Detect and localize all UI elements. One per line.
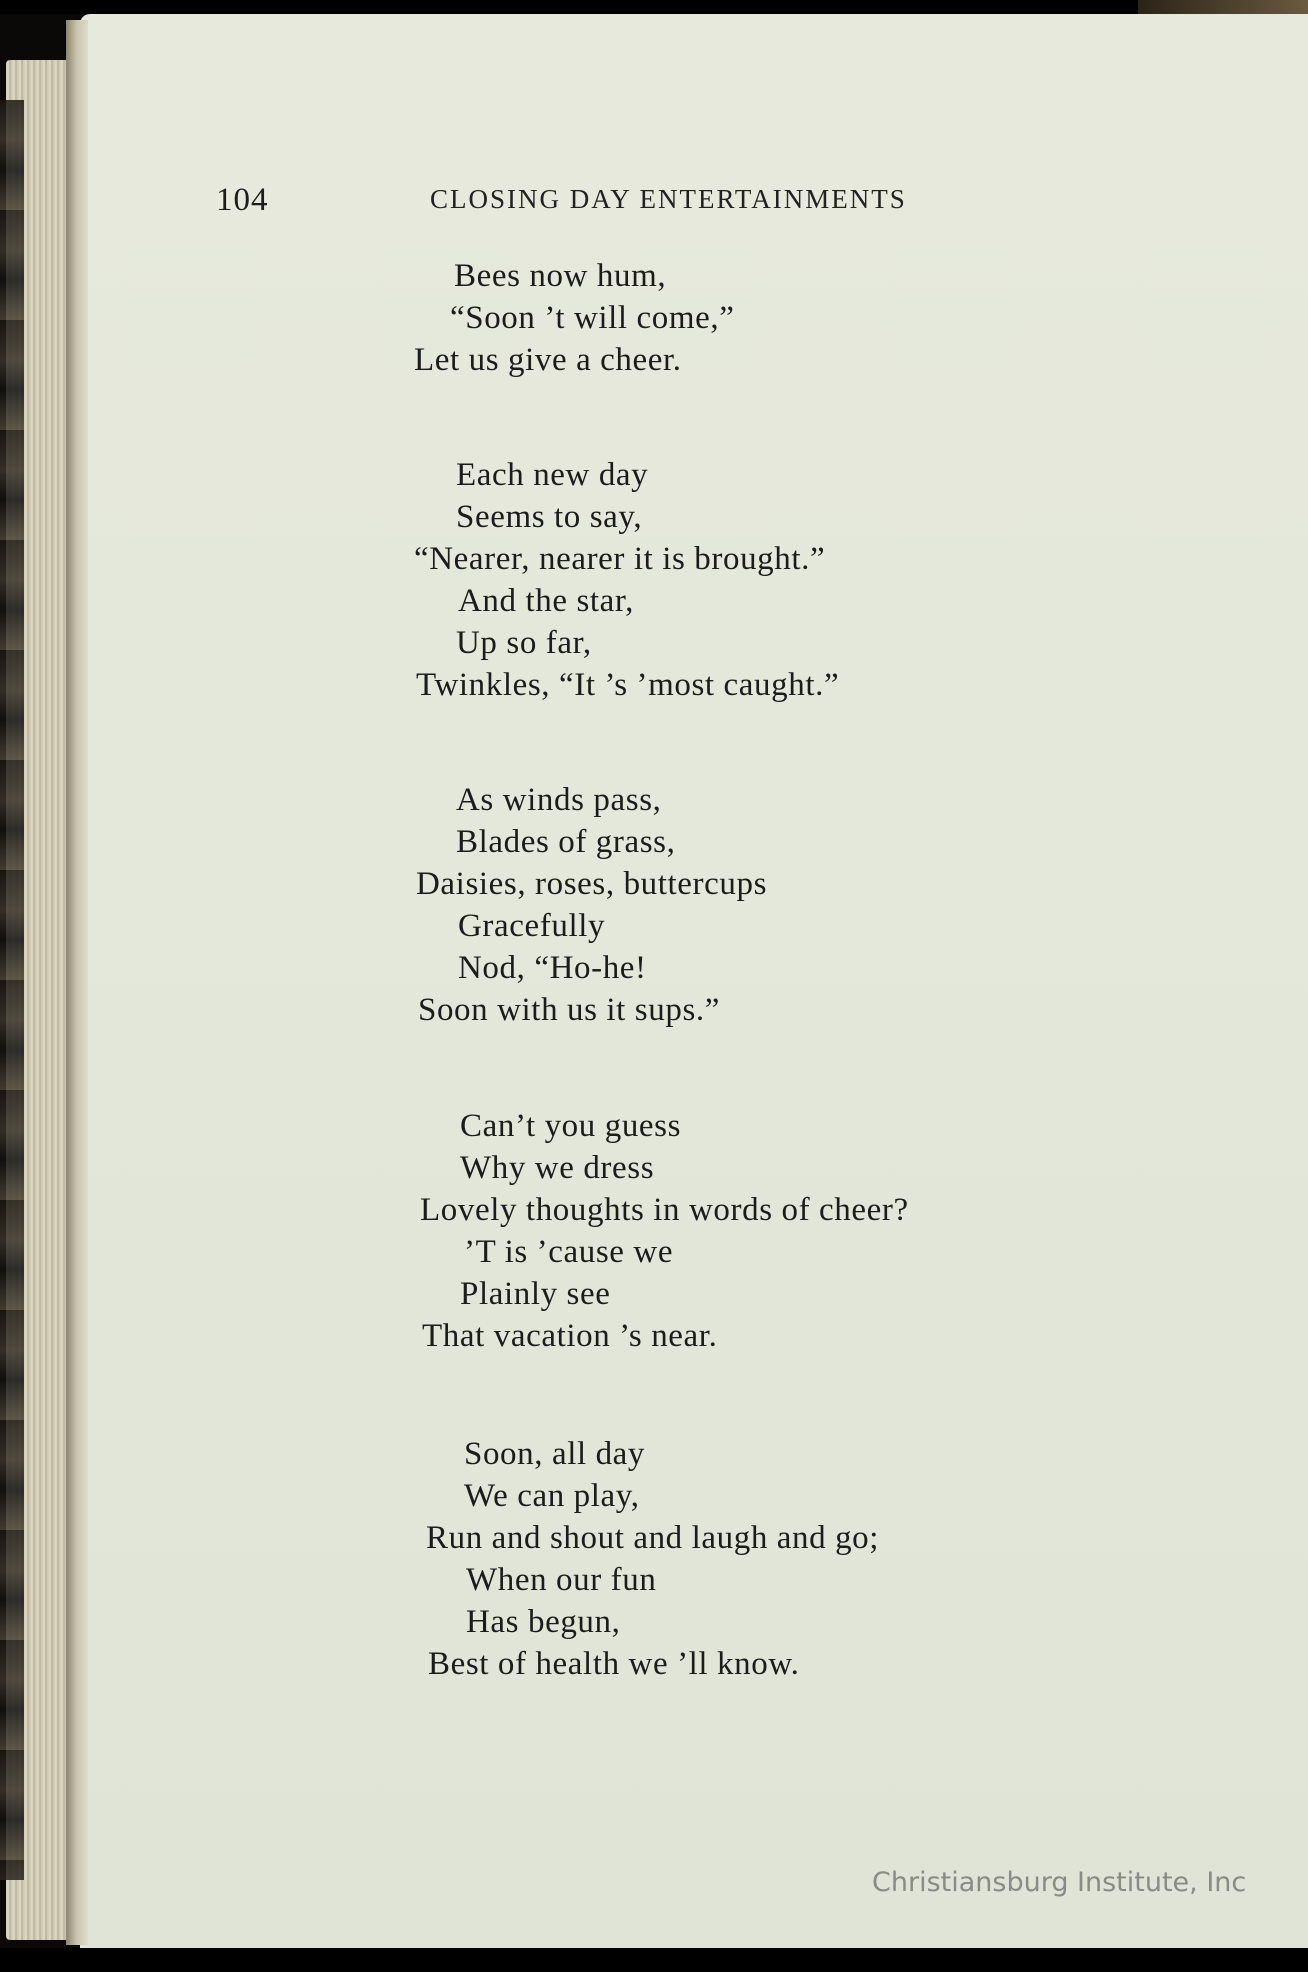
poem-line: And the star,	[458, 583, 635, 619]
scan-top-border	[0, 0, 1308, 14]
poem-line: Nod, “Ho-he!	[458, 950, 647, 986]
poem-line: Bees now hum,	[454, 258, 667, 294]
page-edges-shadow	[0, 100, 24, 1880]
poem-line: That vacation ’s near.	[422, 1318, 718, 1354]
poem-line: “Soon ’t will come,”	[450, 300, 735, 336]
poem-line: Gracefully	[458, 908, 606, 944]
poem-line: Plainly see	[460, 1276, 611, 1312]
poem-line: Each new day	[456, 457, 649, 493]
poem-line: When our fun	[466, 1562, 657, 1598]
poem-line: Has begun,	[466, 1604, 621, 1640]
poem-line: Twinkles, “It ’s ’most caught.”	[416, 667, 840, 703]
page-number: 104	[216, 182, 269, 218]
poem-line: Lovely thoughts in words of cheer?	[420, 1192, 909, 1228]
binding-gutter	[66, 20, 88, 1945]
poem-line: “Nearer, nearer it is brought.”	[414, 541, 826, 577]
running-head: CLOSING DAY ENTERTAINMENTS	[430, 184, 907, 214]
poem-line: Soon, all day	[464, 1436, 646, 1472]
poem-line: Soon with us it sups.”	[418, 992, 720, 1028]
poem-line: We can play,	[464, 1478, 640, 1514]
poem-line: ’T is ’cause we	[464, 1234, 674, 1270]
poem-line: Daisies, roses, buttercups	[416, 866, 768, 902]
poem-line: Let us give a cheer.	[414, 342, 682, 378]
poem-line: Can’t you guess	[460, 1108, 682, 1144]
poem-line: Run and shout and laugh and go;	[426, 1520, 880, 1556]
poem-line: Seems to say,	[456, 499, 643, 535]
poem-line: Best of health we ’ll know.	[428, 1646, 800, 1682]
watermark: Christiansburg Institute, Inc	[872, 1867, 1247, 1898]
scan-bottom-border	[0, 1948, 1308, 1972]
poem-line: Up so far,	[456, 625, 592, 661]
poem-line: Blades of grass,	[456, 824, 676, 860]
poem-line: Why we dress	[460, 1150, 655, 1186]
poem-line: As winds pass,	[456, 782, 662, 818]
